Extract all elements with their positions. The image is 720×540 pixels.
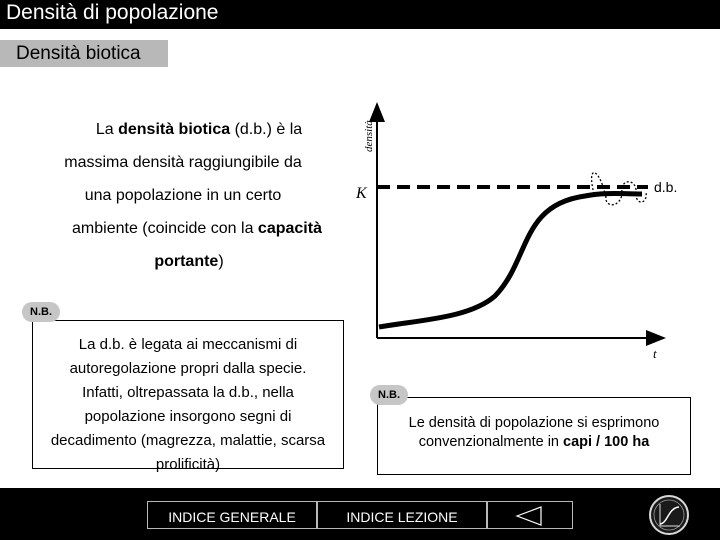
note-line: prolificità) bbox=[155, 456, 221, 473]
logistic-growth-chart bbox=[350, 90, 700, 380]
back-button[interactable] bbox=[487, 501, 573, 529]
back-arrow-icon bbox=[511, 504, 551, 528]
note-line-1: Le densità di popolazione si esprimono bbox=[408, 415, 660, 431]
note-line: Infatti, oltrepassata la d.b., nella bbox=[82, 384, 294, 401]
index-general-button[interactable]: INDICE GENERALE bbox=[147, 501, 317, 529]
note-line: decadimento (magrezza, malattie, scarsa bbox=[50, 432, 326, 449]
note-box-units bbox=[377, 397, 691, 475]
note-line: La d.b. è legata ai meccanismi di bbox=[78, 336, 298, 353]
note-text bbox=[33, 333, 343, 477]
definition-line-2: massima densità raggiungibile da bbox=[64, 154, 302, 171]
k-label: K bbox=[356, 185, 367, 202]
x-axis-label: t bbox=[653, 346, 657, 361]
nb-badge: N.B. bbox=[370, 385, 408, 405]
note-line: autoregolazione propri dalla specie. bbox=[69, 360, 307, 377]
definition-line-1: La densità biotica (d.b.) è la bbox=[95, 121, 303, 138]
note-text bbox=[378, 414, 690, 452]
asymptote-label: d.b. bbox=[654, 179, 678, 195]
definition-line-5: portante) bbox=[154, 253, 224, 270]
y-axis-label: densità bbox=[363, 120, 375, 152]
index-lesson-button[interactable]: INDICE LEZIONE bbox=[317, 501, 487, 529]
section-title: Densità biotica bbox=[16, 43, 141, 64]
nb-badge: N.B. bbox=[22, 302, 60, 322]
title-bar bbox=[0, 0, 720, 29]
definition-text bbox=[30, 113, 360, 278]
section-tab bbox=[0, 40, 168, 67]
definition-line-3: una popolazione in un certo bbox=[84, 187, 282, 204]
logistic-curve bbox=[379, 194, 642, 328]
note-line-2: convenzionalmente in capi / 100 ha bbox=[418, 434, 650, 450]
note-box-regulation bbox=[32, 320, 344, 473]
page-title: Densità di popolazione bbox=[6, 1, 219, 24]
definition-line-4: ambiente (coincide con la capacità bbox=[72, 220, 322, 237]
logo-icon bbox=[648, 494, 690, 536]
note-line: popolazione insorgono segni di bbox=[84, 408, 292, 425]
